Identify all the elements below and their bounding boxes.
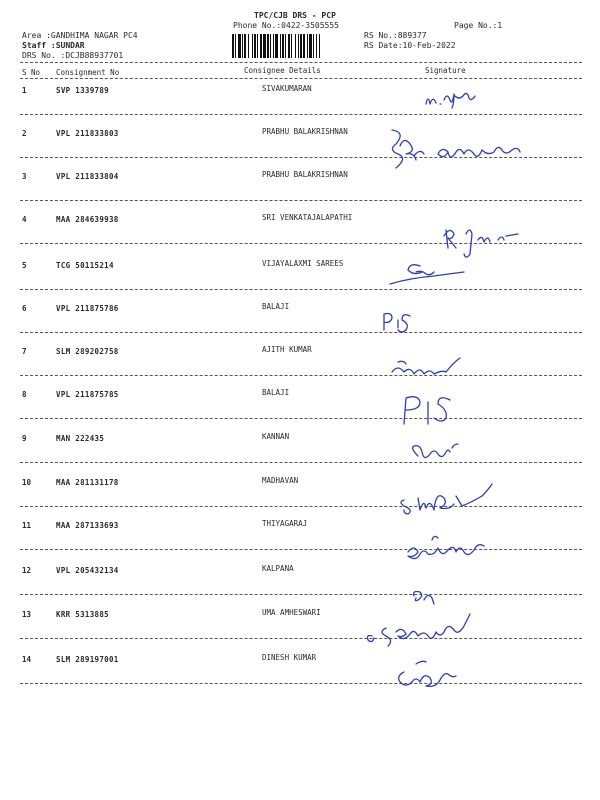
column-signature: Signature bbox=[425, 66, 466, 75]
rs-number: RS No.:889377 bbox=[364, 31, 427, 40]
header-divider-top bbox=[20, 62, 582, 63]
row-consignee-name: KALPANA bbox=[262, 564, 294, 573]
signature-2-handwriting bbox=[392, 130, 520, 168]
row-consignment-number: VPL 205432134 bbox=[56, 566, 119, 575]
row-consignee-name: UMA AMHESWARI bbox=[262, 608, 321, 617]
row-divider bbox=[20, 157, 582, 158]
row-serial-number: 1 bbox=[22, 86, 27, 95]
area-field: Area :GANDHIMA NAGAR PC4 bbox=[22, 31, 138, 40]
row-serial-number: 4 bbox=[22, 215, 27, 224]
row-consignee-name: THIYAGARAJ bbox=[262, 519, 308, 528]
row-serial-number: 3 bbox=[22, 172, 27, 181]
signature-5-handwriting bbox=[384, 314, 410, 333]
signature-6-handwriting bbox=[392, 358, 460, 374]
row-consignee-name: SRI VENKATAJALAPATHI bbox=[262, 213, 353, 222]
signature-9-handwriting bbox=[401, 484, 492, 514]
header-divider-bottom bbox=[20, 78, 582, 79]
signature-10-handwriting bbox=[408, 536, 484, 558]
row-consignee-name: KANNAN bbox=[262, 432, 290, 441]
row-consignment-number: MAA 284639938 bbox=[56, 215, 119, 224]
row-consignment-number: MAA 287133693 bbox=[56, 521, 119, 530]
row-consignee-name: SIVAKUMARAN bbox=[262, 84, 312, 93]
row-consignment-number: KRR 5313885 bbox=[56, 610, 109, 619]
row-serial-number: 2 bbox=[22, 129, 27, 138]
signature-12-handwriting bbox=[368, 614, 471, 646]
signature-7-handwriting bbox=[404, 397, 450, 424]
staff-field: Staff :SUNDAR bbox=[22, 41, 85, 50]
row-serial-number: 6 bbox=[22, 304, 27, 313]
row-divider bbox=[20, 638, 582, 639]
row-divider bbox=[20, 418, 582, 419]
row-divider bbox=[20, 375, 582, 376]
signature-8-handwriting bbox=[413, 444, 458, 458]
column-consignment: Consignment No bbox=[56, 68, 120, 77]
row-serial-number: 11 bbox=[22, 521, 32, 530]
row-consignment-number: VPL 211875786 bbox=[56, 304, 119, 313]
row-serial-number: 5 bbox=[22, 261, 27, 270]
row-divider bbox=[20, 289, 582, 290]
row-consignee-name: BALAJI bbox=[262, 388, 290, 397]
row-consignment-number: VPL 211833804 bbox=[56, 172, 119, 181]
row-divider bbox=[20, 243, 582, 244]
row-divider bbox=[20, 683, 582, 684]
row-divider bbox=[20, 594, 582, 595]
row-serial-number: 12 bbox=[22, 566, 32, 575]
row-divider bbox=[20, 506, 582, 507]
drs-number: DRS No. :DCJB88937701 bbox=[22, 51, 124, 60]
document-title: TPC/CJB DRS - PCP bbox=[254, 11, 336, 20]
row-consignee-name: BALAJI bbox=[262, 302, 290, 311]
row-consignment-number: VPL 211833803 bbox=[56, 129, 119, 138]
row-serial-number: 13 bbox=[22, 610, 32, 619]
row-consignee-name: PRABHU BALAKRISHNAN bbox=[262, 170, 348, 179]
row-divider bbox=[20, 549, 582, 550]
row-consignment-number: MAN 222435 bbox=[56, 434, 105, 443]
row-divider bbox=[20, 114, 582, 115]
row-consignment-number: MAA 281131178 bbox=[56, 478, 119, 487]
row-divider bbox=[20, 200, 582, 201]
row-consignee-name: DINESH KUMAR bbox=[262, 653, 317, 662]
row-consignee-name: MADHAVAN bbox=[262, 476, 299, 485]
row-consignment-number: SLM 289197001 bbox=[56, 655, 119, 664]
rs-date: RS Date:10-Feb-2022 bbox=[364, 41, 456, 50]
row-consignment-number: SLM 289202758 bbox=[56, 347, 119, 356]
row-consignment-number: SVP 1339789 bbox=[56, 86, 109, 95]
row-serial-number: 9 bbox=[22, 434, 27, 443]
row-divider bbox=[20, 332, 582, 333]
row-consignee-name: PRABHU BALAKRISHNAN bbox=[262, 127, 348, 136]
barcode-image bbox=[232, 34, 358, 58]
column-consignee: Consignee Details bbox=[244, 66, 321, 75]
row-divider bbox=[20, 462, 582, 463]
signature-4-handwriting bbox=[390, 265, 464, 284]
row-consignee-name: AJITH KUMAR bbox=[262, 345, 312, 354]
row-serial-number: 7 bbox=[22, 347, 27, 356]
column-sno: S No bbox=[22, 68, 41, 77]
page-number: Page No.:1 bbox=[454, 21, 503, 30]
row-serial-number: 8 bbox=[22, 390, 27, 399]
row-consignee-name: VIJAYALAXMI SAREES bbox=[262, 259, 344, 268]
row-consignment-number: TCG 50115214 bbox=[56, 261, 114, 270]
row-consignment-number: VPL 211875785 bbox=[56, 390, 119, 399]
row-serial-number: 14 bbox=[22, 655, 32, 664]
phone-number: Phone No.:0422-3505555 bbox=[233, 21, 339, 30]
signature-1-handwriting bbox=[426, 93, 475, 108]
row-serial-number: 10 bbox=[22, 478, 32, 487]
